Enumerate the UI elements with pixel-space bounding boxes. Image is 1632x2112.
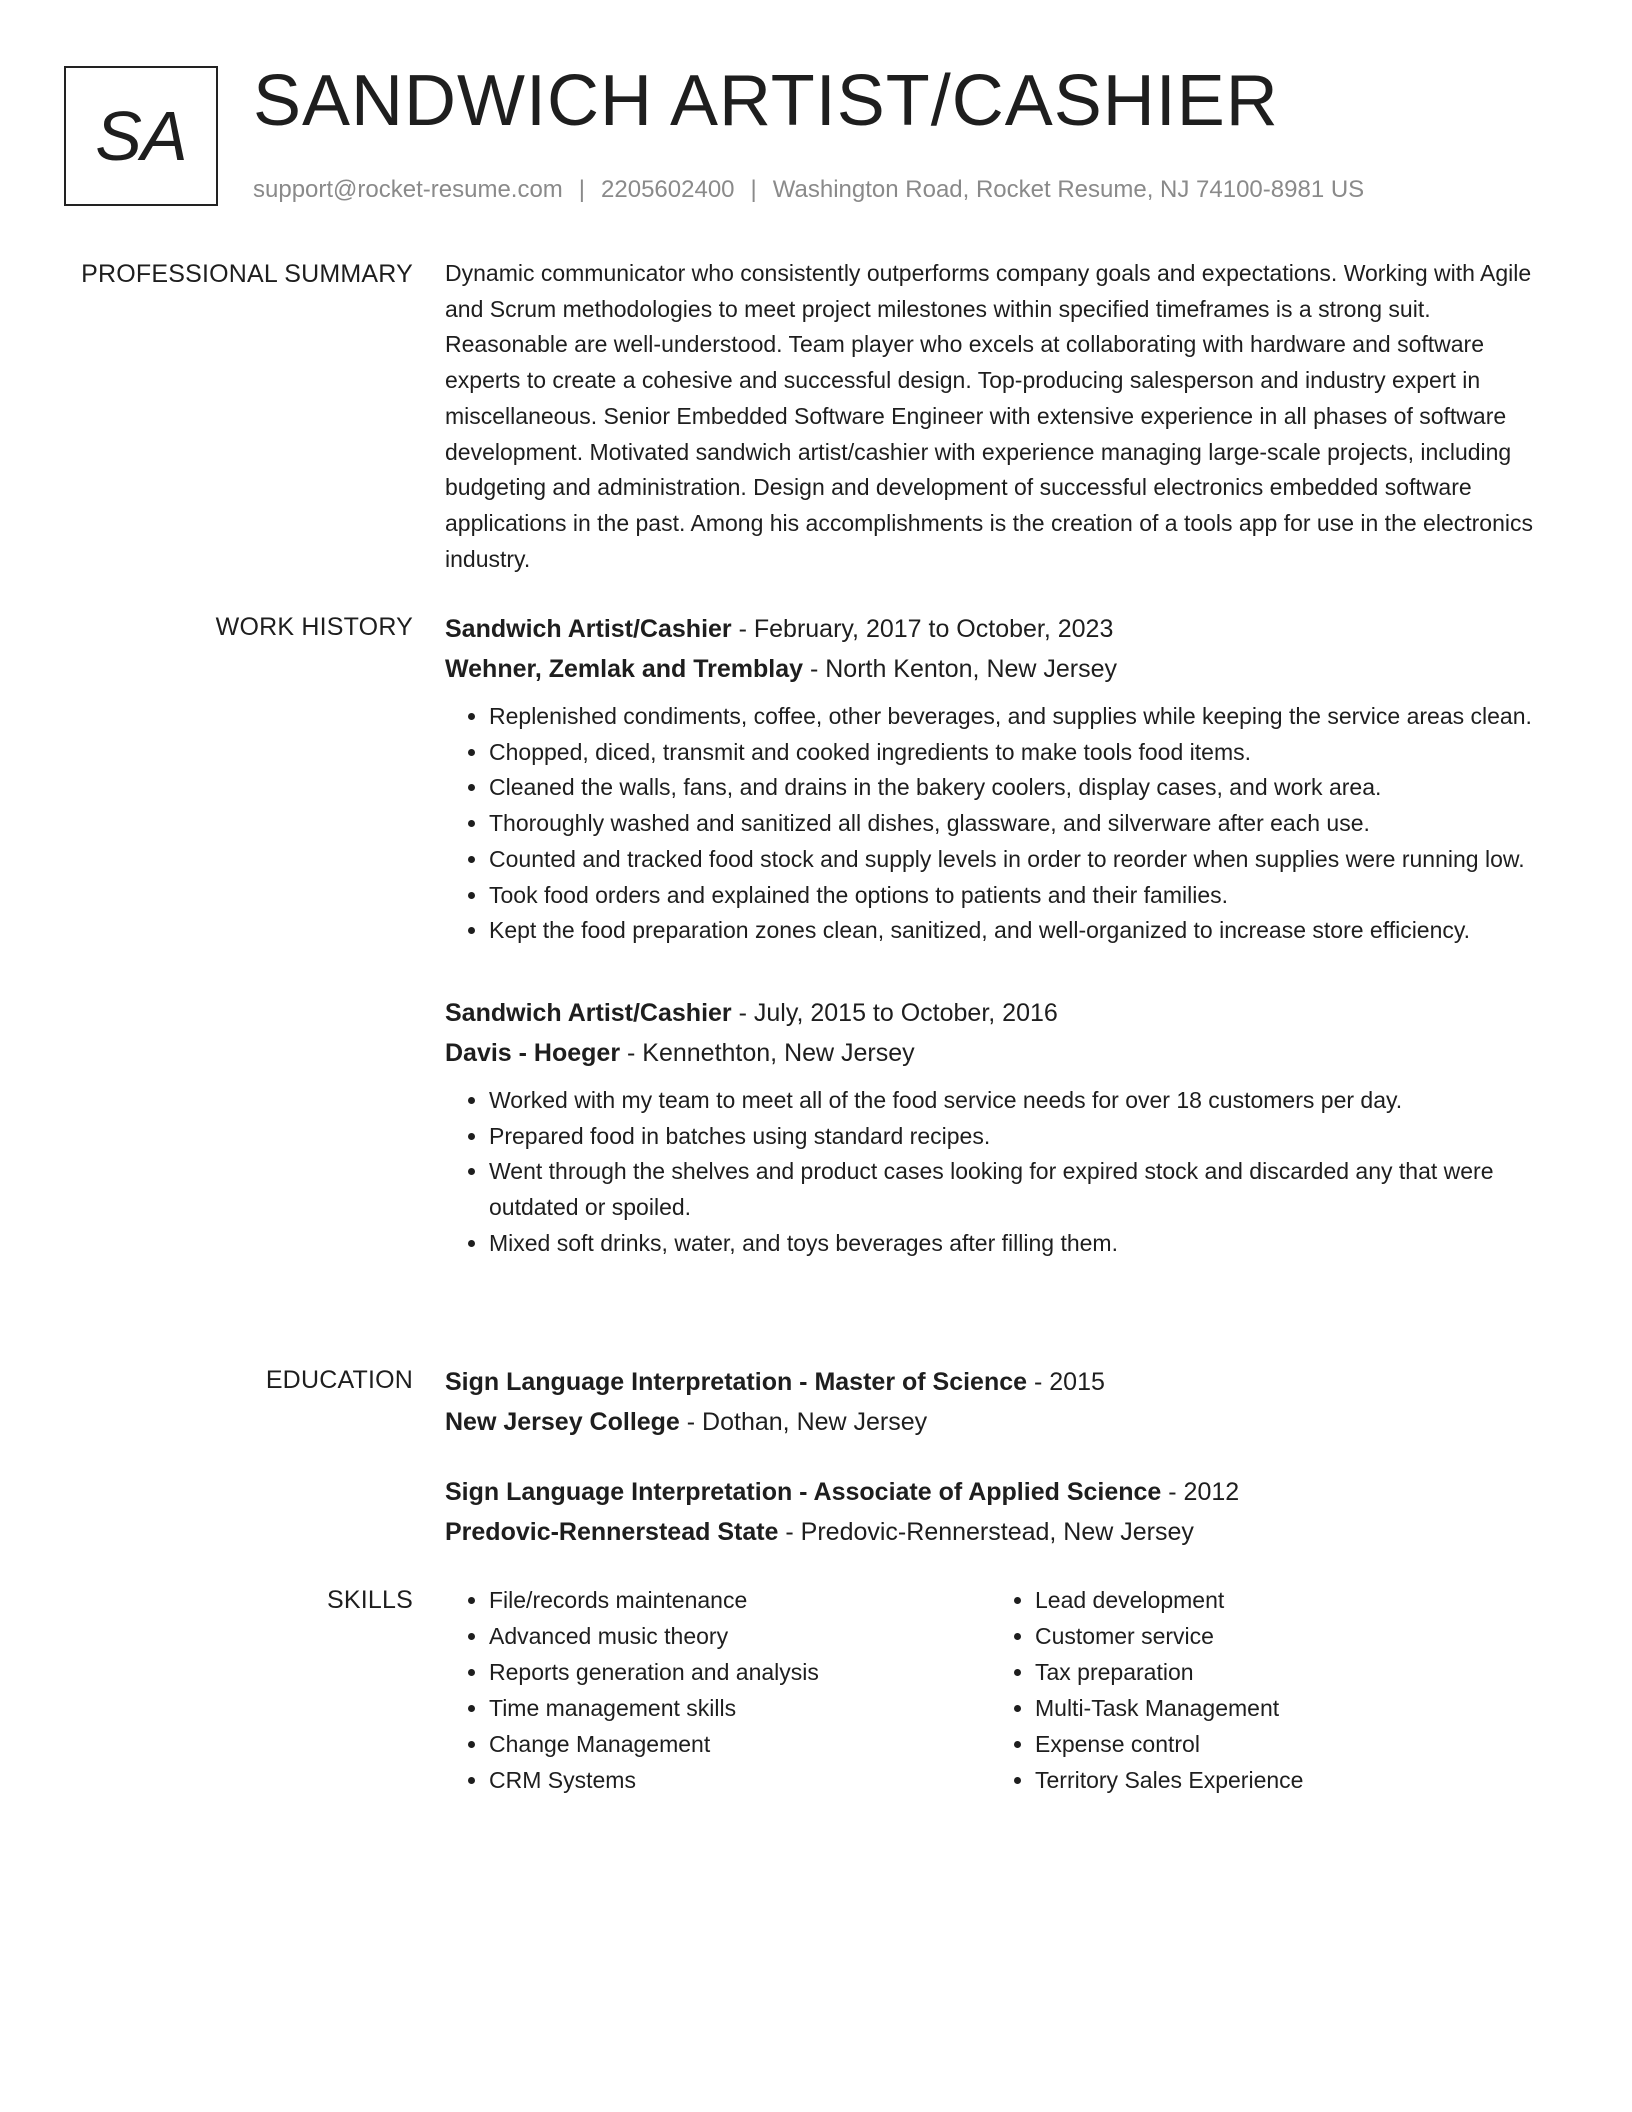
list-item: • Chopped, diced, transmit and cooked ingredients to make tools food items. bbox=[489, 735, 1553, 771]
job-title: Sandwich Artist/Cashier bbox=[445, 998, 732, 1027]
job-company: Davis - Hoeger bbox=[445, 1038, 621, 1067]
job-title-line bbox=[445, 993, 1553, 1033]
list-item: • Multi-Task Management bbox=[1035, 1690, 1537, 1726]
list-item: • Expense control bbox=[1035, 1726, 1537, 1762]
list-item: • File/records maintenance bbox=[489, 1582, 991, 1618]
education-degree: Sign Language Interpretation - Associate of Applied Science bbox=[445, 1478, 1162, 1506]
education-school: Predovic-Rennerstead State bbox=[445, 1518, 779, 1546]
education-school: New Jersey College bbox=[445, 1408, 680, 1436]
list-item: • Thoroughly washed and sanitized all dishes, glassware, and silverware after each use. bbox=[489, 806, 1553, 842]
job-entry bbox=[445, 993, 1553, 1262]
education-entry bbox=[445, 1362, 1553, 1442]
education-school-line bbox=[445, 1402, 1553, 1442]
education-school-line bbox=[445, 1512, 1553, 1552]
education-degree-line bbox=[445, 1472, 1553, 1512]
list-item: • Tax preparation bbox=[1035, 1654, 1537, 1690]
summary-label: PROFESSIONAL SUMMARY bbox=[81, 260, 413, 288]
list-item: • Time management skills bbox=[489, 1690, 991, 1726]
education-degree-line bbox=[445, 1362, 1553, 1402]
skills-body bbox=[445, 1582, 1553, 1798]
contact-separator: | bbox=[578, 176, 586, 203]
skills-list-right bbox=[991, 1582, 1537, 1798]
list-item: • Kept the food preparation zones clean, sanitized, and well-organized to increase store efficiency. bbox=[489, 913, 1553, 949]
candidate-name: SANDWICH ARTIST/CASHIER bbox=[253, 61, 1279, 141]
list-item: • Replenished condiments, coffee, other beverages, and supplies while keeping the service areas clean. bbox=[489, 699, 1553, 735]
summary-body bbox=[445, 256, 1553, 577]
list-item: • Reports generation and analysis bbox=[489, 1654, 991, 1690]
job-bullets bbox=[445, 699, 1553, 949]
list-item: • Prepared food in batches using standard recipes. bbox=[489, 1119, 1553, 1155]
job-dates: - July, 2015 to October, 2016 bbox=[731, 998, 1058, 1027]
job-dates: - February, 2017 to October, 2023 bbox=[731, 615, 1114, 643]
work-history-label: WORK HISTORY bbox=[215, 613, 413, 641]
skills-label: SKILLS bbox=[327, 1586, 413, 1614]
list-item: • Mixed soft drinks, water, and toys beverages after filling them. bbox=[489, 1226, 1553, 1262]
monogram-box bbox=[64, 66, 218, 206]
job-location: - Kennethton, New Jersey bbox=[620, 1038, 915, 1067]
contact-line bbox=[253, 174, 1364, 206]
contact-email: support@rocket-resume.com bbox=[253, 176, 563, 203]
list-item: • Took food orders and explained the options to patients and their families. bbox=[489, 878, 1553, 914]
list-item: • Lead development bbox=[1035, 1582, 1537, 1618]
education-location: - Dothan, New Jersey bbox=[679, 1408, 928, 1436]
education-degree: Sign Language Interpretation - Master of Science bbox=[445, 1368, 1028, 1396]
job-company-line bbox=[445, 1033, 1553, 1073]
job-title-line bbox=[445, 609, 1553, 649]
job-title: Sandwich Artist/Cashier bbox=[445, 615, 732, 643]
list-item: • Went through the shelves and product cases looking for expired stock and discarded any that were outdated or spoiled. bbox=[489, 1154, 1553, 1225]
education-year: - 2015 bbox=[1027, 1368, 1105, 1396]
list-item: • Change Management bbox=[489, 1726, 991, 1762]
education-year: - 2012 bbox=[1161, 1478, 1240, 1506]
list-item: • Cleaned the walls, fans, and drains in the bakery coolers, display cases, and work area. bbox=[489, 770, 1553, 806]
summary-text: Dynamic communicator who consistently outperforms company goals and expectations. Working with Agile and Scrum methodologies to meet project milestones within specified timeframes is a strong suit. Reasonable are well-understood. Team player who excels at collaborating with hardware and software experts to create a cohesive and successful design. Top-producing salesperson and industry expert in miscellaneous. Senior Embedded Software Engineer with extensive experience in all phases of software development. Motivated sandwich artist/cashier with experience managing large-scale projects, including budgeting and administration. Design and development of successful electronics embedded software applications in the past. Among his accomplishments is the creation of a tools app for use in the electronics industry. bbox=[445, 260, 1533, 572]
job-entry bbox=[445, 609, 1553, 949]
education-location: - Predovic-Rennerstead, New Jersey bbox=[778, 1518, 1194, 1546]
skills-columns bbox=[445, 1582, 1553, 1798]
contact-address: Washington Road, Rocket Resume, NJ 74100-8981 US bbox=[772, 176, 1365, 203]
list-item: • CRM Systems bbox=[489, 1762, 991, 1798]
skills-list-left bbox=[445, 1582, 991, 1798]
monogram-initials: SA bbox=[95, 97, 187, 175]
list-item: • Worked with my team to meet all of the food service needs for over 18 customers per day. bbox=[489, 1083, 1553, 1119]
job-company: Wehner, Zemlak and Tremblay bbox=[445, 655, 804, 683]
education-body bbox=[445, 1362, 1553, 1552]
education-label: EDUCATION bbox=[265, 1366, 413, 1394]
list-item: • Territory Sales Experience bbox=[1035, 1762, 1537, 1798]
job-company-line bbox=[445, 649, 1553, 689]
job-bullets bbox=[445, 1083, 1553, 1262]
list-item: • Customer service bbox=[1035, 1618, 1537, 1654]
contact-separator: | bbox=[750, 176, 757, 203]
list-item: • Counted and tracked food stock and supply levels in order to reorder when supplies were running low. bbox=[489, 842, 1553, 878]
list-item: • Advanced music theory bbox=[489, 1618, 991, 1654]
contact-phone: 2205602400 bbox=[601, 176, 735, 203]
work-history-body bbox=[445, 609, 1553, 1261]
job-location: - North Kenton, New Jersey bbox=[803, 655, 1118, 683]
education-entry bbox=[445, 1472, 1553, 1552]
